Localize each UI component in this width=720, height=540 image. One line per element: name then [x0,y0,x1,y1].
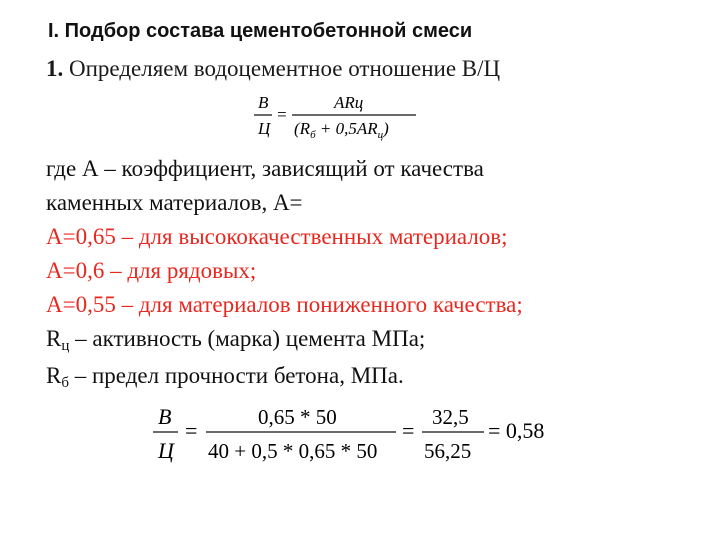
line-materials: каменных материалов, А= [46,190,303,215]
rc-subscript: ц [61,338,70,354]
rb-subscript: б [61,375,69,391]
formula1-den-open: ( [294,119,300,138]
calculation-formula [150,400,570,470]
rc-symbol: R [46,326,62,351]
formula2-den2: 56,25 [424,439,472,463]
formula1-den-ar-sub: ц [377,129,384,141]
formula2-eq2: = [402,418,415,443]
formula1-lhs-den: Ц [258,119,271,138]
formula1-den-plus: + 0,5AR [315,119,378,138]
formula1-den-r: R [299,119,311,138]
line-cement-activity [46,322,706,359]
line-low-quality: А=0,55 – для материалов пониженного качества; [46,292,523,317]
formula1-lhs-num: В [258,93,269,112]
water-cement-formula [240,88,440,152]
formula2-num1: 0,65 * 50 [258,405,337,429]
rc-text: – активность (марка) цемента МПа; [69,326,426,351]
formula1-svg [240,88,440,152]
line-high-quality: А=0,65 – для высококачественных материалов; [46,224,508,249]
formula1-rhs-num: ARц [334,93,364,112]
step-text: Определяем водоцементное отношение В/Ц [63,56,501,81]
formula1-den-r-sub: б [310,129,316,141]
formula1-den-close: ) [383,119,389,138]
rb-text: – предел прочности бетона, МПа. [68,363,404,388]
line-concrete-strength [46,359,706,396]
formula2-den1: 40 + 0,5 * 0,65 * 50 [208,439,378,463]
step-number: 1. [46,56,64,81]
formula2-num2: 32,5 [432,405,469,429]
line-definition: где А – коэффициент, зависящий от качества [46,156,484,181]
line-ordinary: А=0,6 – для рядовых; [46,258,257,283]
svg-text:(Rб + 0,5ARц) [294,119,389,141]
step-heading [46,56,500,82]
rb-symbol: R [46,363,62,388]
explanation-block [46,152,706,396]
formula2-svg [150,400,570,470]
formula2-lhs-den: Ц [158,438,174,463]
formula2-lhs-num: В [158,404,172,429]
formula1-eq: = [276,105,288,124]
formula2-eq1: = [185,418,198,443]
formula2-result: = 0,58 [488,418,545,443]
slide-title: I. Подбор состава цементобетонной смеси [48,20,473,42]
